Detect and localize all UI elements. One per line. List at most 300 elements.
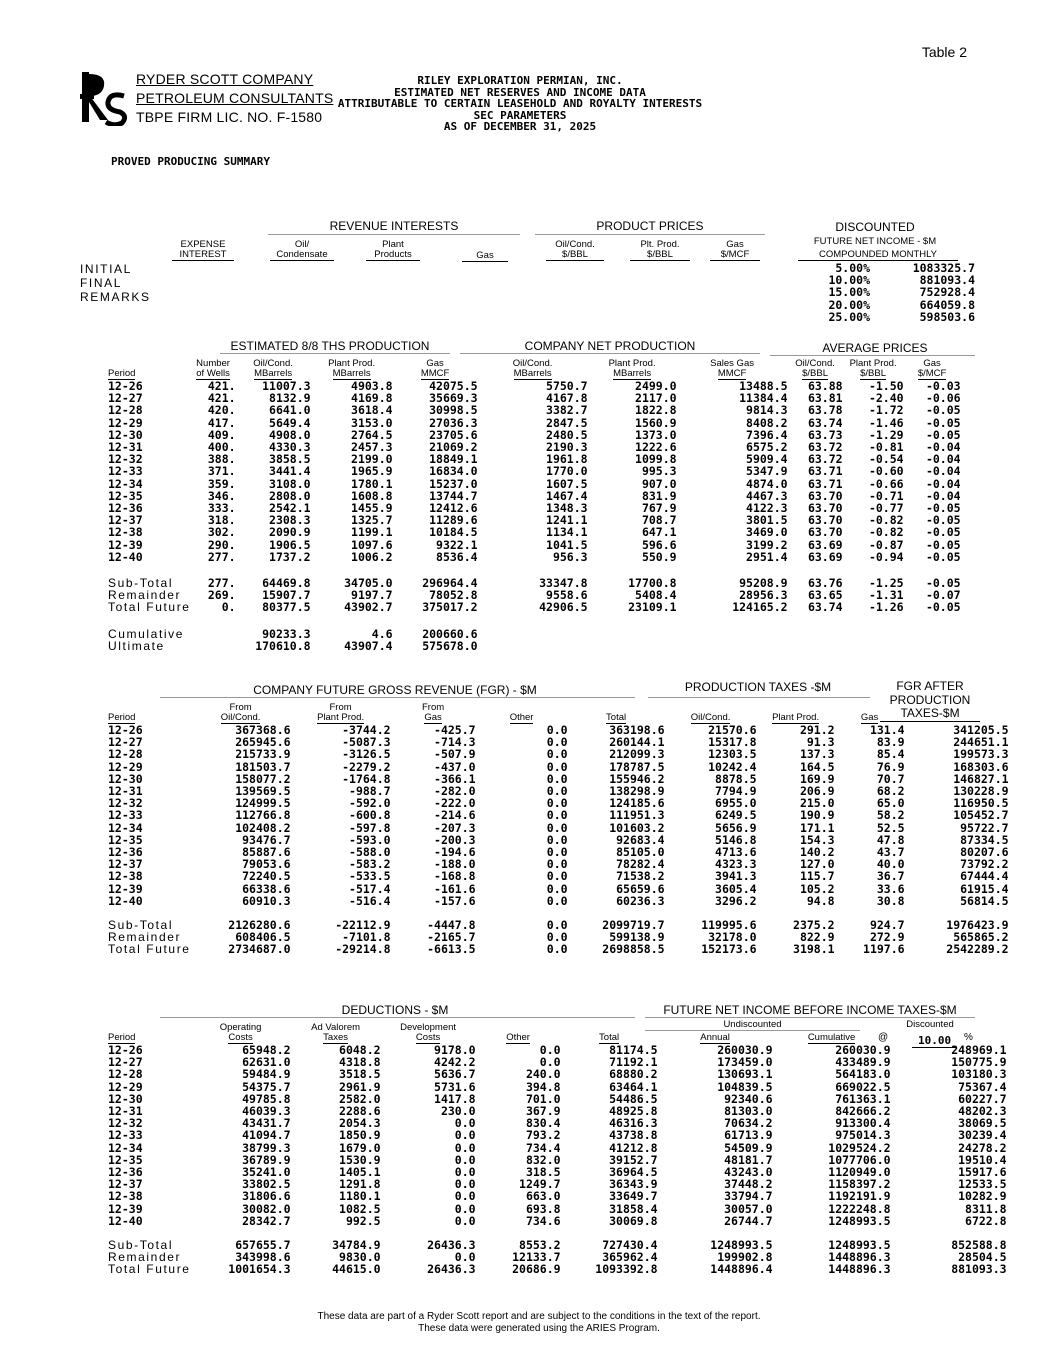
- value-cell: [191, 640, 236, 652]
- value-cell: 154.3: [799, 832, 835, 847]
- value-cell: 81303.0: [724, 1104, 773, 1119]
- period-cell: 12-38: [108, 869, 143, 884]
- value-cell: 318.5: [525, 1165, 561, 1180]
- value-cell: 155946.2: [609, 771, 665, 786]
- value-cell: 1467.4: [546, 488, 588, 503]
- value-cell: 63.65: [807, 588, 843, 603]
- value-cell: 63.70: [807, 513, 843, 528]
- value-cell: 0.0: [546, 808, 568, 823]
- value-cell: 68880.2: [609, 1067, 658, 1082]
- value-cell: 6048.2: [339, 1043, 381, 1057]
- table-row: [108, 1190, 1007, 1202]
- value-cell: 5347.9: [746, 464, 788, 479]
- ryder-scott-logo-icon: [80, 70, 130, 126]
- period-cell: 12-39: [108, 1201, 143, 1216]
- period-cell: 12-33: [108, 1128, 143, 1143]
- footer-line: These data were generated using the ARIES Program.: [418, 1323, 660, 1334]
- column-header: Oil/Cond. MBarrels: [512, 358, 553, 379]
- value-cell: 171.1: [799, 820, 835, 835]
- value-cell: 43.7: [876, 845, 905, 860]
- discounted-heading: DISCOUNTED: [835, 220, 915, 234]
- value-cell: -168.8: [434, 869, 476, 884]
- value-cell: 1158397.2: [828, 1177, 891, 1192]
- value-cell: 33649.7: [609, 1189, 658, 1204]
- value-cell: 734.4: [525, 1140, 561, 1155]
- value-cell: 60227.7: [958, 1091, 1007, 1106]
- value-cell: 32178.0: [708, 930, 757, 945]
- value-cell: 169.9: [799, 771, 835, 786]
- value-cell: 0.0: [454, 1116, 476, 1131]
- value-cell: 1455.9: [351, 501, 393, 516]
- value-cell: 85105.0: [616, 845, 665, 860]
- value-cell: 41094.7: [242, 1128, 291, 1143]
- column-header: From Plant Prod.: [317, 702, 365, 723]
- value-cell: 3518.5: [339, 1067, 381, 1082]
- value-cell: 550.9: [641, 549, 677, 564]
- value-cell: 767.9: [641, 501, 677, 516]
- table-row: [108, 1129, 1007, 1141]
- discount-rate-cell: 10.00%: [828, 273, 870, 288]
- value-cell: -1.26: [868, 600, 904, 615]
- value-cell: 170610.8: [255, 638, 311, 653]
- column-header: Sales Gas MMCF: [710, 358, 754, 379]
- value-cell: 2808.0: [269, 488, 311, 503]
- value-cell: 80377.5: [262, 600, 311, 615]
- value-cell: -157.6: [434, 893, 476, 908]
- table-row: [108, 417, 961, 429]
- value-cell: 371.: [207, 464, 236, 479]
- period-cell: 12-26: [108, 379, 143, 393]
- value-cell: 65659.6: [616, 881, 665, 896]
- value-cell: -7101.8: [342, 930, 391, 945]
- value-cell: 9814.3: [746, 403, 788, 418]
- period-cell: 12-40: [108, 549, 143, 564]
- value-cell: 8311.8: [965, 1201, 1007, 1216]
- total-label: Sub-Total: [108, 1238, 174, 1253]
- value-cell: 5146.8: [715, 832, 757, 847]
- value-cell: 400.: [207, 440, 236, 455]
- value-cell: 63.74: [807, 415, 843, 430]
- value-cell: 70.7: [876, 771, 905, 786]
- discount-value-cell: 752928.4: [919, 285, 975, 300]
- value-cell: 0.0: [454, 1201, 476, 1216]
- value-cell: 15317.8: [708, 735, 757, 750]
- value-cell: -2279.2: [342, 759, 391, 774]
- value-cell: 15907.7: [262, 588, 311, 603]
- discount-value-cell: 598503.6: [919, 309, 975, 324]
- value-cell: -194.6: [434, 845, 476, 860]
- value-cell: 130693.1: [717, 1067, 773, 1082]
- value-cell: 1197.6: [863, 942, 905, 957]
- column-header: [891, 1019, 1007, 1044]
- value-cell: 4330.3: [269, 440, 311, 455]
- value-cell: 346.: [207, 488, 236, 503]
- value-cell: 63.74: [807, 600, 843, 615]
- value-cell: 0.0: [454, 1152, 476, 1167]
- value-cell: 12303.5: [708, 747, 757, 762]
- value-cell: 761363.1: [835, 1091, 891, 1106]
- column-header: Cumulative: [807, 1032, 856, 1043]
- title-line: SEC PARAMETERS: [473, 108, 567, 122]
- value-cell: 72240.5: [242, 869, 291, 884]
- value-cell: 2090.9: [269, 525, 311, 540]
- value-cell: 1291.8: [339, 1177, 381, 1192]
- value-cell: 0.0: [546, 735, 568, 750]
- value-cell: 1822.8: [635, 403, 677, 418]
- total-label: Cumulative: [108, 626, 185, 641]
- value-cell: 2542.1: [269, 501, 311, 516]
- value-cell: 4467.3: [746, 488, 788, 503]
- value-cell: 43243.0: [724, 1165, 773, 1180]
- value-cell: 657655.7: [235, 1238, 291, 1253]
- company-logo: [80, 70, 130, 126]
- value-cell: 4.6: [371, 626, 393, 641]
- value-cell: 1965.9: [351, 464, 393, 479]
- value-cell: 409.: [207, 427, 236, 442]
- value-cell: 1961.8: [546, 452, 588, 467]
- value-cell: 269.: [207, 588, 236, 603]
- value-cell: 0.0: [454, 1177, 476, 1192]
- value-cell: 1199.1: [351, 525, 393, 540]
- period-cell: 12-35: [108, 1152, 143, 1167]
- value-cell: 33347.8: [539, 576, 588, 591]
- value-cell: -2.40: [868, 391, 904, 406]
- period-cell: 12-32: [108, 452, 143, 467]
- value-cell: -0.05: [925, 403, 961, 418]
- value-cell: 3296.2: [715, 893, 757, 908]
- period-cell: 12-33: [108, 464, 143, 479]
- value-cell: 734.6: [525, 1213, 561, 1228]
- column-header: Oil/Cond.: [690, 712, 731, 723]
- value-cell: -425.7: [434, 723, 476, 737]
- oil-condensate-header: Oil/ Condensate: [270, 240, 334, 261]
- value-cell: 2117.0: [635, 391, 677, 406]
- value-cell: 63464.1: [609, 1079, 658, 1094]
- value-cell: 5649.4: [269, 415, 311, 430]
- value-cell: 59484.9: [242, 1067, 291, 1082]
- value-cell: 2190.3: [546, 440, 588, 455]
- value-cell: 61713.9: [724, 1128, 773, 1143]
- discount-at-sign: @: [878, 1032, 889, 1043]
- table-row: [108, 822, 1009, 834]
- value-cell: 65948.2: [242, 1043, 291, 1057]
- value-cell: 85887.6: [242, 845, 291, 860]
- value-cell: 63.72: [807, 440, 843, 455]
- value-cell: 0.0: [454, 1250, 476, 1265]
- total-label: Total Future: [108, 600, 191, 615]
- value-cell: 2499.0: [635, 379, 677, 393]
- value-cell: 907.0: [641, 476, 677, 491]
- value-cell: 124999.5: [235, 796, 291, 811]
- value-cell: -533.5: [349, 869, 391, 884]
- total-row: [108, 1227, 1007, 1251]
- value-cell: -214.6: [434, 808, 476, 823]
- value-cell: 1679.0: [339, 1140, 381, 1155]
- value-cell: 956.3: [552, 549, 588, 564]
- header-row: [108, 358, 961, 380]
- undiscounted-heading: Undiscounted: [645, 1020, 860, 1031]
- value-cell: 1325.7: [351, 513, 393, 528]
- value-cell: -0.04: [925, 488, 961, 503]
- plt-prod-price-header: Plt. Prod. $/BBL: [630, 240, 690, 261]
- value-cell: 11007.3: [262, 379, 311, 393]
- value-cell: 93476.7: [242, 832, 291, 847]
- period-cell: 12-39: [108, 537, 143, 552]
- expense-interest-header: EXPENSE INTEREST: [172, 240, 234, 261]
- final-label: FINAL: [80, 276, 123, 290]
- value-cell: 3858.5: [269, 452, 311, 467]
- value-cell: 46316.3: [609, 1116, 658, 1131]
- value-cell: 7794.9: [715, 784, 757, 799]
- value-cell: 260030.9: [717, 1043, 773, 1057]
- value-cell: 30239.4: [958, 1128, 1007, 1143]
- value-cell: 852588.8: [951, 1238, 1007, 1253]
- value-cell: -600.8: [349, 808, 391, 823]
- period-cell: 12-32: [108, 796, 143, 811]
- value-cell: 13744.7: [429, 488, 478, 503]
- value-cell: 105452.7: [953, 808, 1009, 823]
- interest-row-labels: [80, 262, 151, 304]
- value-cell: 85.4: [876, 747, 905, 762]
- value-cell: 4169.8: [351, 391, 393, 406]
- value-cell: 54509.9: [724, 1140, 773, 1155]
- value-cell: 1770.0: [546, 464, 588, 479]
- value-cell: 124185.6: [609, 796, 665, 811]
- table-row: [108, 870, 1009, 882]
- value-cell: -507.9: [434, 747, 476, 762]
- value-cell: -0.94: [868, 549, 904, 564]
- value-cell: 291.2: [799, 723, 835, 737]
- table-row: [108, 809, 1009, 821]
- value-cell: 66338.6: [242, 881, 291, 896]
- table-row: [108, 1081, 1007, 1093]
- value-cell: 0.0: [546, 930, 568, 945]
- value-cell: -0.71: [868, 488, 904, 503]
- value-cell: 881093.3: [951, 1262, 1007, 1277]
- value-cell: 79053.6: [242, 857, 291, 872]
- value-cell: 24278.2: [958, 1140, 1007, 1155]
- value-cell: 1417.8: [434, 1091, 476, 1106]
- value-cell: 1029524.2: [828, 1140, 891, 1155]
- value-cell: 1241.1: [546, 513, 588, 528]
- period-cell: 12-29: [108, 415, 143, 430]
- average-prices-heading: AVERAGE PRICES: [822, 341, 928, 355]
- value-cell: 341205.5: [953, 723, 1009, 737]
- value-cell: 3441.4: [269, 464, 311, 479]
- value-cell: 102408.2: [235, 820, 291, 835]
- value-cell: 43902.7: [344, 600, 393, 615]
- value-cell: 2288.6: [339, 1104, 381, 1119]
- value-cell: 277.: [207, 549, 236, 564]
- value-cell: -592.0: [349, 796, 391, 811]
- value-cell: -0.06: [925, 391, 961, 406]
- value-cell: -22112.9: [335, 918, 391, 933]
- value-cell: 73792.2: [960, 857, 1009, 872]
- value-cell: 43431.7: [242, 1116, 291, 1131]
- value-cell: 1041.5: [546, 537, 588, 552]
- value-cell: 4713.6: [715, 845, 757, 860]
- discount-row: [812, 299, 975, 311]
- value-cell: 27036.3: [429, 415, 478, 430]
- discount-pct-sign: %: [964, 1032, 973, 1043]
- value-cell: -0.82: [868, 525, 904, 540]
- value-cell: -0.03: [925, 379, 961, 393]
- period-cell: 12-40: [108, 893, 143, 908]
- value-cell: 23705.6: [429, 427, 478, 442]
- value-cell: [191, 614, 236, 640]
- value-cell: 1405.1: [339, 1165, 381, 1180]
- value-cell: 63.69: [807, 537, 843, 552]
- value-cell: -5087.3: [342, 735, 391, 750]
- table-label: Table 2: [921, 44, 967, 60]
- value-cell: 793.2: [525, 1128, 561, 1143]
- value-cell: 28504.5: [958, 1250, 1007, 1265]
- period-cell: 12-34: [108, 476, 143, 491]
- total-label: Ultimate: [108, 638, 165, 653]
- value-cell: -588.0: [349, 845, 391, 860]
- value-cell: 37448.2: [724, 1177, 773, 1192]
- value-cell: 140.2: [799, 845, 835, 860]
- value-cell: 71192.1: [609, 1055, 658, 1070]
- title-line: AS OF DECEMBER 31, 2025: [443, 120, 597, 134]
- value-cell: 63.70: [807, 488, 843, 503]
- value-cell: 104839.5: [717, 1079, 773, 1094]
- value-cell: 49785.8: [242, 1091, 291, 1106]
- value-cell: 708.7: [641, 513, 677, 528]
- value-cell: 63.70: [807, 525, 843, 540]
- value-cell: 5750.7: [546, 379, 588, 393]
- value-cell: 0.0: [546, 747, 568, 762]
- value-cell: 669022.5: [835, 1079, 891, 1094]
- value-cell: 119995.6: [701, 918, 757, 933]
- value-cell: 6722.8: [965, 1213, 1007, 1228]
- total-label: Remainder: [108, 1250, 182, 1265]
- period-cell: 12-29: [108, 1079, 143, 1094]
- value-cell: 26436.3: [427, 1238, 476, 1253]
- value-cell: 152173.6: [701, 942, 757, 957]
- value-cell: -1.31: [868, 588, 904, 603]
- value-cell: 10184.5: [429, 525, 478, 540]
- value-cell: 95208.9: [739, 576, 788, 591]
- column-header: Oil/Cond. $/BBL: [795, 358, 835, 379]
- value-cell: 1448896.3: [828, 1250, 891, 1265]
- column-header: Plant Prod. $/BBL: [849, 358, 897, 379]
- period-cell: 12-36: [108, 501, 143, 516]
- value-cell: 92340.6: [724, 1091, 773, 1106]
- value-cell: 248969.1: [951, 1043, 1007, 1057]
- value-cell: 36343.9: [609, 1177, 658, 1192]
- period-cell: 12-30: [108, 771, 143, 786]
- value-cell: 131.4: [869, 723, 905, 737]
- total-row: [108, 601, 961, 613]
- value-cell: 565865.2: [953, 930, 1009, 945]
- value-cell: 244651.1: [953, 735, 1009, 750]
- value-cell: 30998.5: [429, 403, 478, 418]
- value-cell: 6955.0: [715, 796, 757, 811]
- value-cell: 78052.8: [429, 588, 478, 603]
- value-cell: 111951.3: [609, 808, 665, 823]
- value-cell: 417.: [207, 415, 236, 430]
- value-cell: 6575.2: [746, 440, 788, 455]
- compounded-monthly-heading: COMPOUNDED MONTHLY: [798, 250, 958, 261]
- value-cell: 663.0: [525, 1189, 561, 1204]
- value-cell: 0.: [221, 600, 236, 615]
- value-cell: 94.8: [806, 893, 835, 908]
- value-cell: 30057.0: [724, 1201, 773, 1216]
- value-cell: 41212.8: [609, 1140, 658, 1155]
- value-cell: 67444.4: [960, 869, 1009, 884]
- value-cell: 173459.0: [717, 1055, 773, 1070]
- total-row: [108, 943, 1009, 955]
- value-cell: 647.1: [641, 525, 677, 540]
- value-cell: 0.0: [546, 869, 568, 884]
- table-row: [108, 761, 1009, 773]
- gas-header: Gas: [462, 251, 508, 262]
- value-cell: -437.0: [434, 759, 476, 774]
- value-cell: 35241.0: [242, 1165, 291, 1180]
- value-cell: 1093392.8: [595, 1262, 658, 1277]
- value-cell: 43738.8: [609, 1128, 658, 1143]
- value-cell: 13488.5: [739, 379, 788, 393]
- value-cell: 995.3: [641, 464, 677, 479]
- value-cell: 831.9: [641, 488, 677, 503]
- value-cell: 63.78: [807, 403, 843, 418]
- value-cell: -0.87: [868, 537, 904, 552]
- period-cell: 12-35: [108, 832, 143, 847]
- footer-note: [0, 1311, 1055, 1335]
- value-cell: 0.0: [454, 1128, 476, 1143]
- value-cell: 599138.9: [609, 930, 665, 945]
- title-line: ATTRIBUTABLE TO CERTAIN LEASEHOLD AND ROYALTY INTERESTS: [337, 97, 703, 111]
- value-cell: -0.05: [925, 427, 961, 442]
- value-cell: 1249.7: [519, 1177, 561, 1192]
- value-cell: 421.: [207, 391, 236, 406]
- discount-rate-cell: 15.00%: [828, 285, 870, 300]
- value-cell: -1764.8: [342, 771, 391, 786]
- gas-price-header: Gas $/MCF: [710, 240, 760, 261]
- value-cell: 4903.8: [351, 379, 393, 393]
- period-cell: 12-38: [108, 525, 143, 540]
- value-cell: 115.7: [799, 869, 835, 884]
- period-cell: 12-37: [108, 513, 143, 528]
- discounted-rate-heading: Discounted: [906, 1019, 954, 1030]
- value-cell: 4122.3: [746, 501, 788, 516]
- period-cell: 12-30: [108, 427, 143, 442]
- value-cell: -593.0: [349, 832, 391, 847]
- table-row: [108, 478, 961, 490]
- value-cell: 63.72: [807, 452, 843, 467]
- value-cell: 105.2: [799, 881, 835, 896]
- table-row: [108, 539, 961, 551]
- period-cell: 12-26: [108, 1043, 143, 1057]
- value-cell: 3605.4: [715, 881, 757, 896]
- value-cell: -714.3: [434, 735, 476, 750]
- value-cell: 87334.5: [960, 832, 1009, 847]
- value-cell: 64469.8: [262, 576, 311, 591]
- value-cell: 75367.4: [958, 1079, 1007, 1094]
- value-cell: 842666.2: [835, 1104, 891, 1119]
- total-label: Sub-Total: [108, 576, 174, 591]
- value-cell: -0.05: [925, 576, 961, 591]
- value-cell: 150775.9: [951, 1055, 1007, 1070]
- value-cell: 992.5: [345, 1213, 381, 1228]
- value-cell: 83.9: [876, 735, 905, 750]
- value-cell: 388.: [207, 452, 236, 467]
- value-cell: 2099719.7: [602, 918, 665, 933]
- value-cell: 199902.8: [717, 1250, 773, 1265]
- value-cell: 35669.3: [429, 391, 478, 406]
- value-cell: 26436.3: [427, 1262, 476, 1277]
